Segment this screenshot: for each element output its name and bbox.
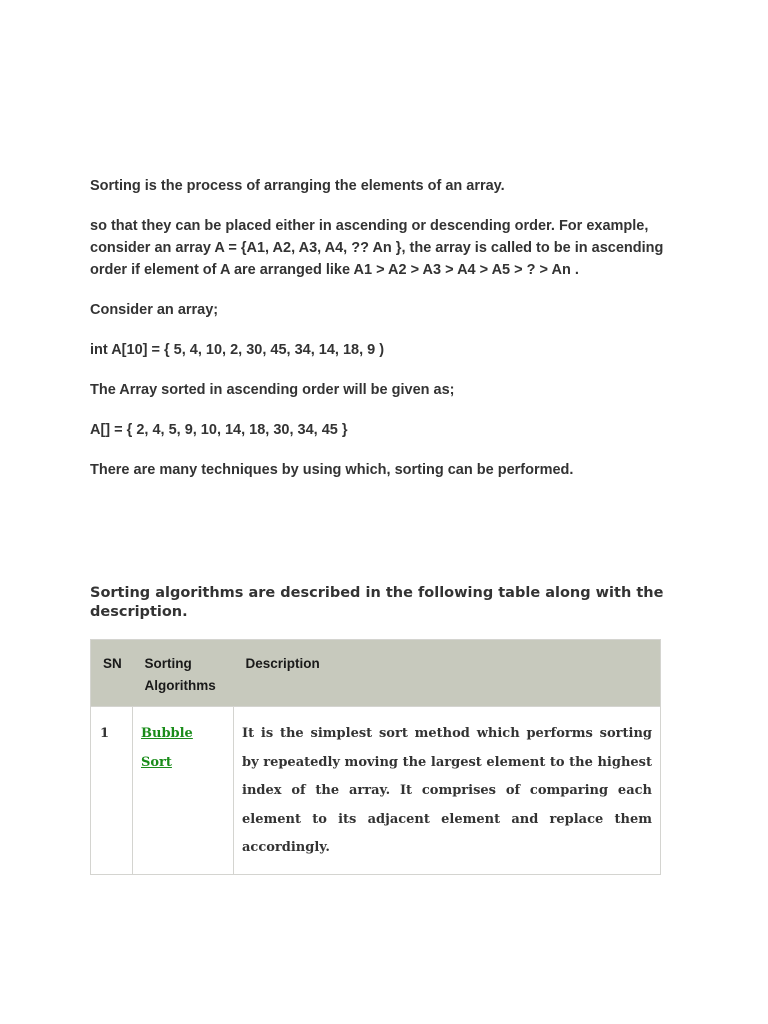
- intro-paragraph-1: Sorting is the process of arranging the elements of an array.: [90, 178, 505, 194]
- row-sn: 1: [91, 707, 133, 875]
- sorted-array: A[] = { 2, 4, 5, 9, 10, 14, 18, 30, 34, 45 }: [90, 422, 348, 438]
- intro-paragraph-3: Consider an array;: [90, 302, 219, 318]
- bubble-sort-link-line2: Sort: [141, 754, 172, 770]
- header-description: Description: [234, 640, 661, 707]
- intro-section: [90, 175, 690, 499]
- row-algorithm: [133, 707, 234, 875]
- row-description: It is the simplest sort method which performs sorting by repeatedly moving the largest element to the highest index of the array. It comprises of comparing each element to its adjacent element and replace them accordingly.: [234, 707, 661, 875]
- header-algorithms-line1: Sorting: [144, 656, 192, 671]
- header-algorithms-line2: Algorithms: [144, 678, 216, 693]
- bubble-sort-link[interactable]: [141, 726, 193, 770]
- intro-paragraph-7: There are many techniques by using which, sorting can be performed.: [90, 462, 574, 478]
- header-sn: SN: [91, 640, 133, 707]
- sorting-algorithms-table: [90, 639, 661, 875]
- table-header-row: [91, 640, 661, 707]
- header-algorithms: [133, 640, 234, 707]
- array-declaration: int A[10] = { 5, 4, 10, 2, 30, 45, 34, 14, 18, 9 ): [90, 342, 385, 358]
- intro-paragraph-2: so that they can be placed either in ascending or descending order. For example, consider an array A = {A1, A2, A3, A4, ?? An }, the array is called to be in ascending order if element of A are arranged like A1 > A2 > A3 > A4 > A5 > ? > An .: [90, 218, 664, 278]
- table-row: [91, 707, 661, 875]
- bubble-sort-link-line1: Bubble: [141, 726, 193, 741]
- table-heading: Sorting algorithms are described in the following table along with the description.: [90, 585, 664, 620]
- intro-paragraph-5: The Array sorted in ascending order will be given as;: [90, 382, 455, 398]
